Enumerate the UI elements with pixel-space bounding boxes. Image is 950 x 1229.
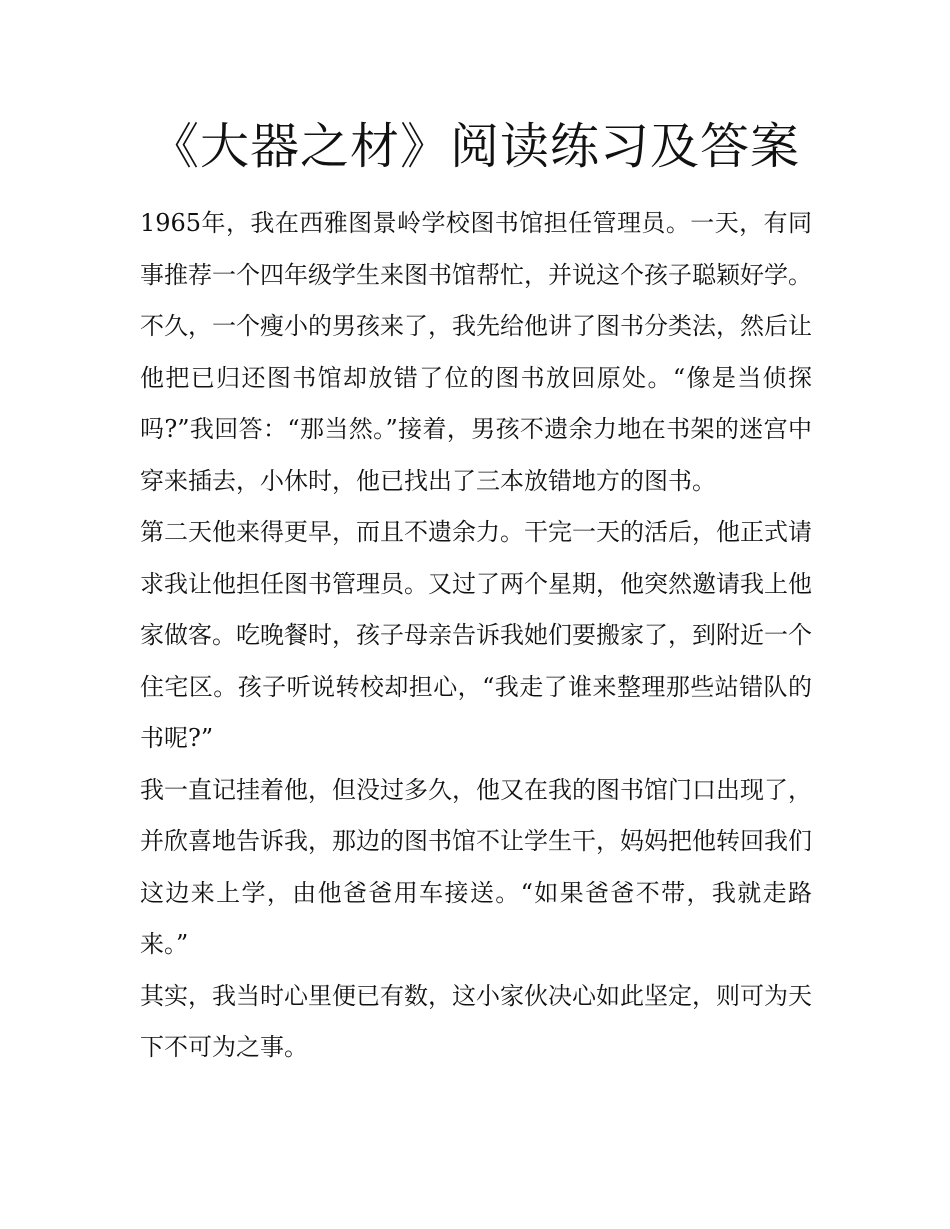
document-title: 《大器之材》阅读练习及答案	[149, 118, 800, 175]
document-body	[140, 198, 812, 1074]
paragraph-1: 1965年，我在西雅图景岭学校图书馆担任管理员。一天，有同事推荐一个四年级学生来图书馆帮忙，并说这个孩子聪颖好学。	[140, 209, 812, 289]
paragraph-3: 第二天他来得更早，而且不遗余力。干完一天的活后，他正式请求我让他担任图书管理员。又过了两个星期，他突然邀请我上他家做客。吃晚餐时，孩子母亲告诉我她们要搬家了，到附近一个住宅区。孩子听说转校却担心，“我走了谁来整理那些站错队的书呢?”	[140, 518, 812, 752]
paragraph-4: 我一直记挂着他，但没过多久，他又在我的图书馆门口出现了，并欣喜地告诉我，那边的图书馆不让学生干，妈妈把他转回我们这边来上学，由他爸爸用车接送。“如果爸爸不带，我就走路来。”	[140, 775, 812, 958]
paragraph-2: 不久，一个瘦小的男孩来了，我先给他讲了图书分类法，然后让他把已归还图书馆却放错了位的图书放回原处。“像是当侦探吗?”我回答：“那当然。”接着，男孩不遗余力地在书架的迷宫中穿来插去，小休时，他已找出了三本放错地方的图书。	[140, 312, 812, 495]
paragraph-5: 其实，我当时心里便已有数，这小家伙决心如此坚定，则可为天下不可为之事。	[140, 981, 812, 1061]
